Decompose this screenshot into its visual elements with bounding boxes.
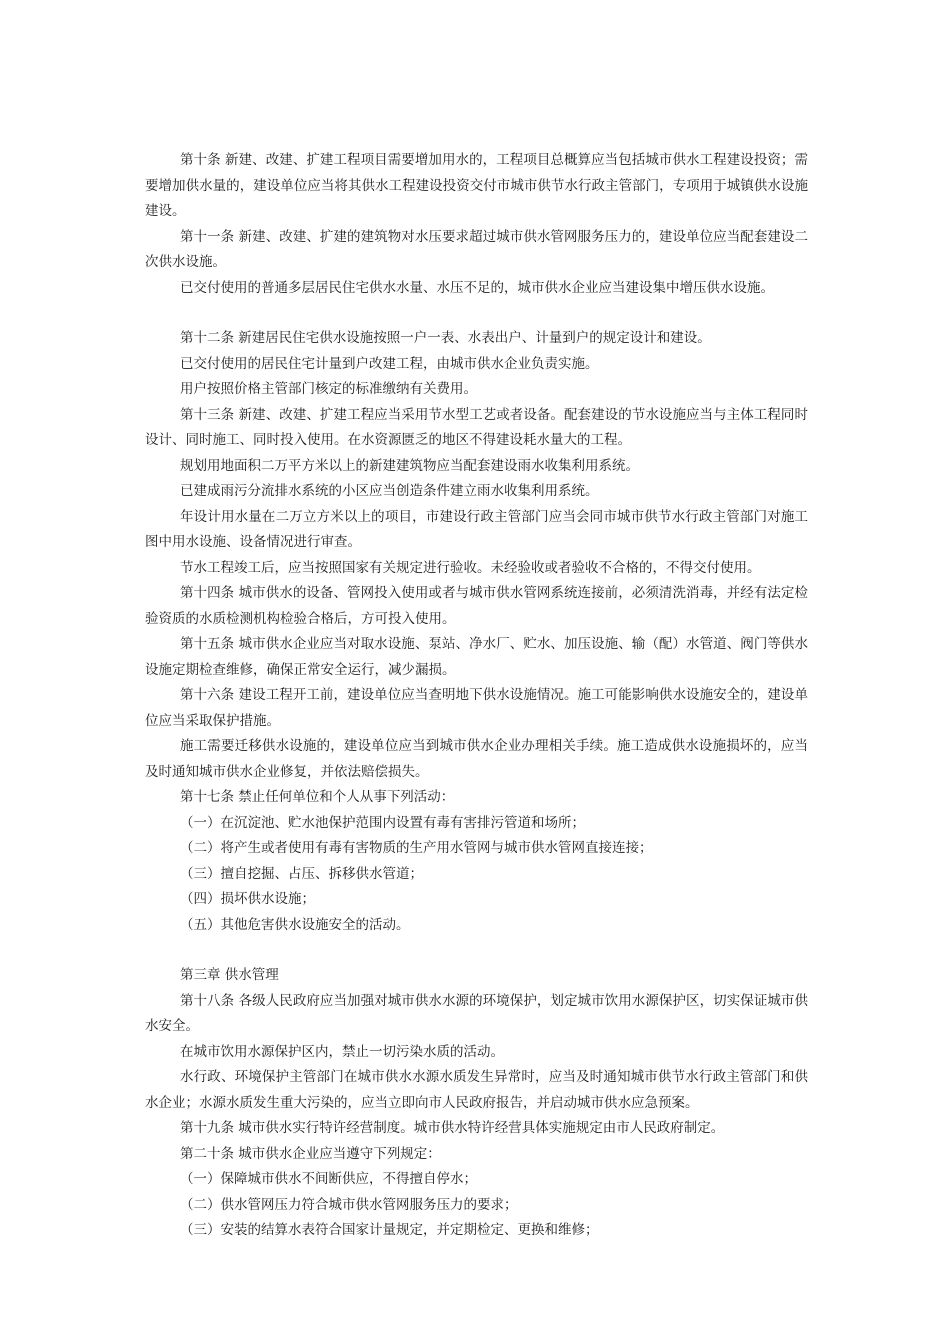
paragraph: 节水工程竣工后，应当按照国家有关规定进行验收。未经验收或者验收不合格的，不得交付使用。 (180, 559, 761, 576)
list-item: （三）安装的结算水表符合国家计量规定，并定期检定、更换和维修； (180, 1222, 599, 1238)
paragraph: 第十三条 新建、改建、扩建工程应当采用节水型工艺或者设备。配套建设的节水设施应当与主体工程同时设计、同时施工、同时投入使用。在水资源匮乏的地区不得建设耗水量大的工程。 (145, 406, 808, 448)
paragraph: 第十条 新建、改建、扩建工程项目需要增加用水的，工程项目总概算应当包括城市供水工程建设投资；需要增加供水量的，建设单位应当将其供水工程建设投资交付市城市供节水行政主管部门，专项用于城镇供水设施建设。 (145, 152, 808, 219)
list-item: （五）其他危害供水设施安全的活动。 (180, 916, 410, 933)
paragraph: 第十一条 新建、改建、扩建的建筑物对水压要求超过城市供水管网服务压力的，建设单位应当配套建设二次供水设施。 (145, 228, 808, 270)
chapter-heading: 第三章 供水管理 (180, 967, 279, 983)
paragraph: 第十四条 城市供水的设备、管网投入使用或者与城市供水管网系统连接前，必须清洗消毒，并经有法定检验资质的水质检测机构检验合格后，方可投入使用。 (145, 585, 808, 627)
list-item: （二）供水管网压力符合城市供水管网服务压力的要求； (180, 1196, 518, 1213)
paragraph: 已建成雨污分流排水系统的小区应当创造条件建立雨水收集利用系统。 (180, 483, 599, 499)
paragraph: 第十七条 禁止任何单位和个人从事下列活动： (180, 789, 455, 805)
paragraph-spacer (145, 938, 808, 963)
paragraph: 已交付使用的居民住宅计量到户改建工程，由城市供水企业负责实施。 (180, 355, 599, 372)
paragraph: 水行政、环境保护主管部门在城市供水水源水质发生异常时，应当及时通知城市供节水行政主管部门和供水企业；水源水质发生重大污染的，应当立即向市人民政府报告，并启动城市供水应急预案。 (145, 1069, 808, 1111)
paragraph: 第十八条 各级人民政府应当加强对城市供水水源的环境保护，划定城市饮用水源保护区，切实保证城市供水安全。 (145, 992, 808, 1034)
paragraph: 年设计用水量在二万立方米以上的项目，市建设行政主管部门应当会同市城市供节水行政主管部门对施工图中用水设施、设备情况进行审查。 (145, 508, 808, 550)
list-item: （一）保障城市供水不间断供应，不得擅自停水； (180, 1171, 477, 1187)
list-item: （一）在沉淀池、贮水池保护范围内设置有毒有害排污管道和场所； (180, 814, 585, 831)
paragraph: 第十六条 建设工程开工前，建设单位应当查明地下供水设施情况。施工可能影响供水设施安全的，建设单位应当采取保护措施。 (145, 687, 808, 729)
paragraph: 第十二条 新建居民住宅供水设施按照一户一表、水表出户、计量到户的规定设计和建设。 (180, 330, 711, 346)
list-item: （四）损坏供水设施； (180, 891, 315, 907)
paragraph: 第二十条 城市供水企业应当遵守下列规定： (180, 1145, 441, 1162)
list-item: （三）擅自挖掘、占压、拆移供水管道； (180, 865, 423, 882)
list-item: （二）将产生或者使用有毒有害物质的生产用水管网与城市供水管网直接连接； (180, 840, 653, 856)
paragraph: 施工需要迁移供水设施的，建设单位应当到城市供水企业办理相关手续。施工造成供水设施损坏的，应当及时通知城市供水企业修复，并依法赔偿损失。 (145, 738, 808, 780)
paragraph-spacer (145, 301, 808, 326)
paragraph: 已交付使用的普通多层居民住宅供水水量、水压不足的，城市供水企业应当建设集中增压供水设施。 (180, 279, 774, 296)
paragraph: 用户按照价格主管部门核定的标准缴纳有关费用。 (180, 381, 477, 397)
document-page (145, 148, 808, 1244)
paragraph: 第十五条 城市供水企业应当对取水设施、泵站、净水厂、贮水、加压设施、输（配）水管道、阀门等供水设施定期检查维修，确保正常安全运行，减少漏损。 (145, 636, 808, 678)
paragraph: 第十九条 城市供水实行特许经营制度。城市供水特许经营具体实施规定由市人民政府制定。 (180, 1120, 725, 1136)
paragraph: 规划用地面积二万平方米以上的新建建筑物应当配套建设雨水收集利用系统。 (180, 457, 639, 474)
paragraph: 在城市饮用水源保护区内，禁止一切污染水质的活动。 (180, 1043, 504, 1060)
